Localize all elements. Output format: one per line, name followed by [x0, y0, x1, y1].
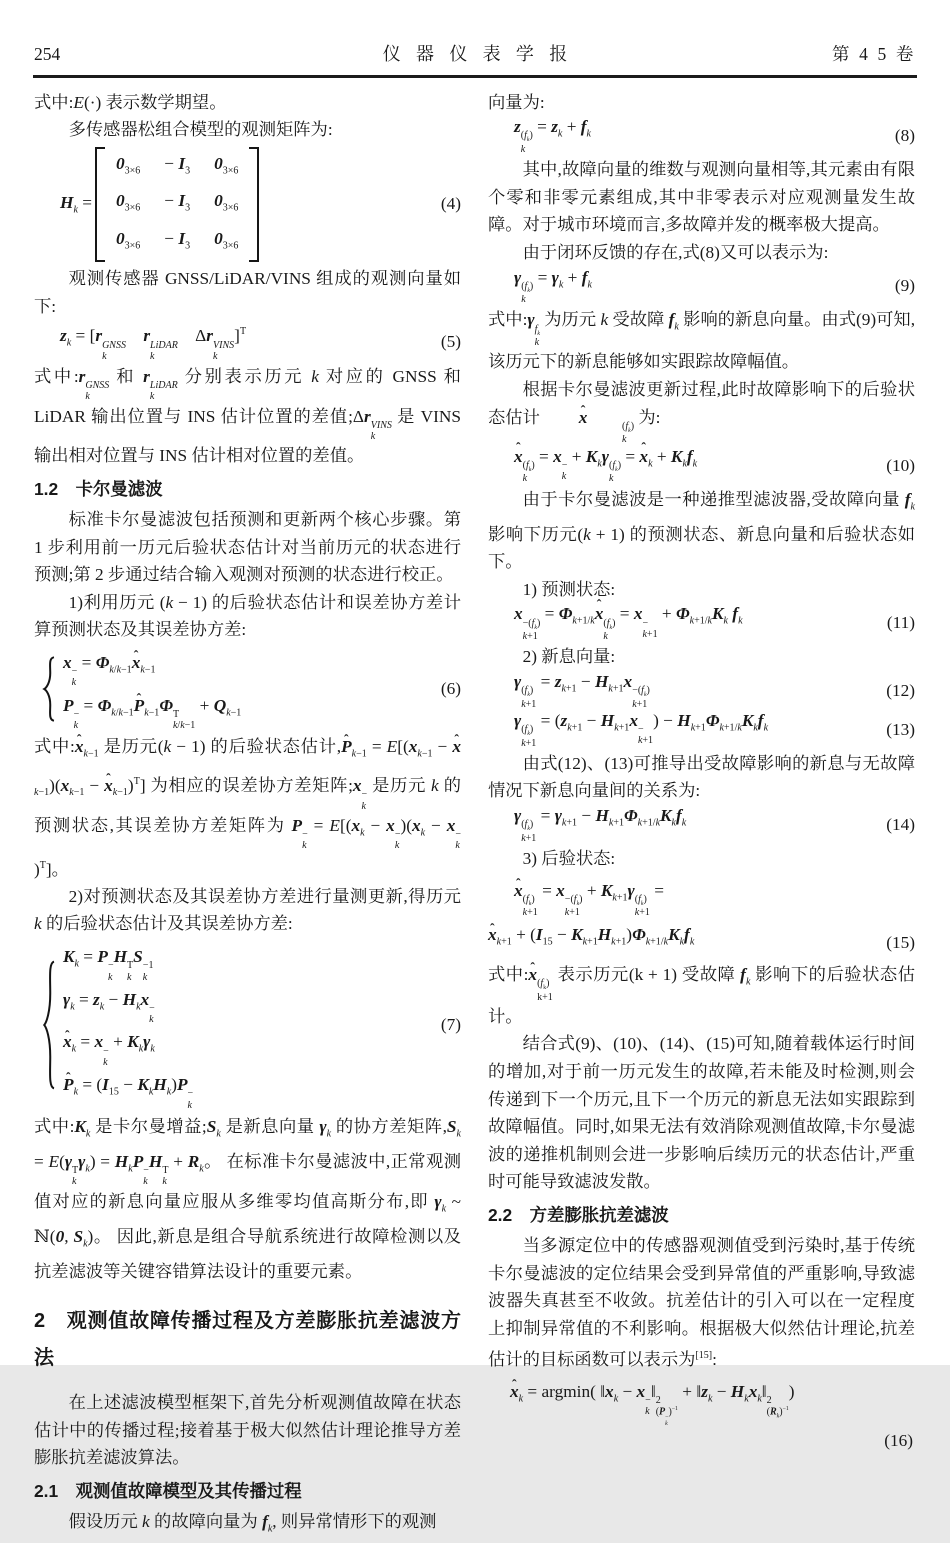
equation-body: z $(f_k)$ k = $z_k + f_k$: [514, 117, 591, 155]
equation-number: (11): [886, 613, 915, 633]
equation: [34, 321, 461, 362]
equation-number: (6): [440, 678, 461, 698]
body-paragraph: 由于卡尔曼滤波是一种递推型滤波器,受故障向量 $f_k$ 影响下历元(k + 1) 的预测状态、新息向量和后验状态如下。: [488, 489, 915, 572]
body-paragraph: 向量为:: [488, 92, 545, 112]
body-paragraph: 1) 预测状态:: [522, 579, 616, 599]
equation: [488, 711, 915, 749]
volume-label: 第 4 5 卷: [832, 44, 916, 64]
page-header: [0, 0, 950, 75]
equation-number: (5): [440, 331, 461, 351]
body-paragraph: 结合式(9)、(10)、(14)、(15)可知,随着载体运行时间的增加,对于前一历元发生的故障,若未能及时检测,则会传递到下一个历元,且下一个历元的新息无法如实跟踪到故障幅值。同时,如果无法有效消除观测值故障,卡尔曼滤波的递推机制则会进一步影响后续历元的状态估计,严重时可能导致滤波发散。: [488, 1034, 915, 1192]
two-column-body: [0, 78, 950, 1543]
matrix-equation: [34, 147, 461, 262]
equation-number: (7): [440, 1015, 461, 1035]
body-paragraph: 1)利用历元 (k − 1) 的后验状态估计和误差协方差计算预测状态及其误差协方差:: [34, 592, 461, 640]
matrix-left-bracket: [95, 147, 105, 262]
cases-equation: [34, 646, 461, 731]
matrix-cell: $0_{3\times 6}$: [214, 191, 239, 214]
subsection-heading: 1.2 卡尔曼滤波: [34, 478, 163, 499]
equation-number: (15): [886, 932, 915, 952]
equation: [488, 1376, 915, 1454]
equation-number: (4): [440, 194, 461, 214]
equation: [488, 447, 915, 485]
matrix-cell: $0_{3\times 6}$: [115, 228, 141, 252]
body-paragraph: 式中:x ˆ$_{k-1}$ 是历元(k − 1) 的后验状态估计,P ˆ$_{k-1}$ = $E[(x_{k-1} - x$ $ˆ_{k-1})(x_{k-1} - x$ ˆ$_{k-1}$)$^T$] 为相应的误差协方差矩阵;x − k 是历元 k 的预测状态,其误差协方差矩阵为 P − k = $E[(x_k - x$ − k )($x_k - x$ − k )$^T$]。: [34, 733, 461, 883]
body-paragraph: 其中,故障向量的维数与观测向量相等,其元素由有限个零和非零元素组成,其中非零表示对应观测量发生故障。对于城市环境而言,多故障并发的概率极大提高。: [488, 160, 915, 235]
equation-body: γ $(f_k)$ k+1 = ($z_{k+1} - H_{k+1}x$ − k+1 ) − $H_{k+1}\Phi_{k+1/k}K_kf_k$: [514, 710, 769, 749]
equation-number: (8): [894, 126, 915, 146]
body-paragraph: 式中:E(·) 表示数学期望。: [34, 92, 227, 112]
matrix-cell: − $I_3$: [164, 153, 191, 177]
body-paragraph: 根据卡尔曼滤波更新过程,此时故障影响下的后验状态估计 x ˆ $(f_k)$ k 为:: [488, 376, 915, 446]
matrix-cell: $0_{3\times 6}$: [214, 153, 239, 177]
page-number: 254: [34, 44, 61, 64]
cases-lines: [63, 940, 193, 1111]
matrix-lhs: $H_k$ =: [60, 193, 92, 216]
body-paragraph: 式中:γ $f_k$ k 为历元 k 受故障 $f_k$ 影响的新息向量。由式(9)可知,该历元下的新息能够如实跟踪故障幅值。: [488, 310, 916, 372]
body-paragraph: 在上述滤波模型框架下,首先分析观测值故障在状态估计中的传播过程;接着基于极大似然估计理论推导方差膨胀抗差滤波算法。: [34, 1393, 461, 1468]
left-brace-glyph: [42, 656, 57, 722]
equation: [488, 117, 915, 155]
body-paragraph: 式中:x ˆ $(f_k)$ k+1 表示历元(k + 1) 受故障 $f_k$ 影响下的后验状态估计。: [488, 961, 915, 1031]
equation-line: x ˆ$_{k+1}$ + $(I_{15} - K_{k+1}H_{k+1})\Phi_{k+1/k}K_kf_k$: [488, 918, 880, 959]
equation-line: x ˆ$_k$ = x − k + $K_k\gamma_k$: [63, 1025, 193, 1068]
equation-body: x ˆ $(f_k)$ k = x − k + $K_k\gamma$ $(f_k)$ k = x ˆ$_k$ + $K_kf_k$: [488, 447, 697, 485]
left-brace-glyph: [42, 959, 57, 1091]
left-column: [34, 89, 461, 1543]
equation-line: $K_k = P$ − k H T k S −1 k: [63, 947, 154, 983]
equation-body: x ˆ$_k$ = argmin( $‖x_k - x$ − k ‖ 2 (P − k )$^{-1}$ + $‖z_k$ − $H_kx_k‖$ 2 $(R_k)^{-1}$ ): [488, 1376, 915, 1427]
matrix-grid: [105, 147, 249, 262]
equation-number: (10): [886, 455, 915, 475]
equation-body: $z_k = [r$ GNSS k r LiDAR k Δr VINS k ]$^T$: [60, 326, 247, 362]
equation-number: (12): [886, 680, 915, 700]
equation: [488, 604, 915, 642]
section-heading: 2 观测值故障传播过程及方差膨胀抗差滤波方法: [34, 1310, 461, 1369]
equation: [488, 268, 915, 306]
equation-line: P − k = $\Phi_{k/k-1}P$ ˆ$_{k-1}$Φ T k/k−1 + $Q_{k-1}$: [63, 689, 241, 732]
body-paragraph: 式中$:K_k$ 是卡尔曼增益$;S_k$ 是新息向量 $\gamma_k$ 的协方差矩阵$,S_k = E(\gamma$ T k $\gamma_k) = H_kP$ − k H T k + $R_k$。 在标准卡尔曼滤波中,正常观测值对应的新息向量应服从多维零均值高斯分布,即 $\gamma_k$ ~ ℕ(0, $S_k$)。 因此,新息是组合导航系统进行故障检测以及抗差滤波等关键容错算法设计的重要元素。: [34, 1116, 462, 1281]
equation-body: [488, 874, 880, 960]
body-paragraph: 由于闭环反馈的存在,式(8)又可以表示为:: [522, 242, 829, 262]
equation-line: P ˆ$_k$ = $(I_{15} - K_kH_k)P$ − k: [63, 1068, 193, 1111]
body-paragraph: 3) 后验状态:: [522, 848, 616, 868]
equation-line: x ˆ $(f_k)$ k+1 = x $-(f_k)$ k+1 + $K_{k+1}\gamma$ $(f_k)$ k+1 =: [488, 874, 880, 919]
equation: [488, 672, 915, 710]
body-paragraph: 2) 新息向量:: [522, 647, 616, 667]
body-paragraph: 由式(12)、(13)可推导出受故障影响的新息与无故障情况下新息向量间的关系为:: [488, 753, 915, 801]
equation-number: (16): [884, 1431, 913, 1451]
equation-number: (14): [886, 814, 915, 834]
equation-number-row: [488, 1427, 915, 1454]
matrix-cell: $0_{3\times 6}$: [214, 228, 239, 252]
equation-body: x $-(f_k)$ k+1 = $\Phi_{k+1/k}x$ ˆ $(f_k)$ k = x − k+1 + $\Phi_{k+1/k}K_k$ $f_k$: [488, 604, 743, 642]
body-paragraph: 观测传感器 GNSS/LiDAR/VINS 组成的观测向量如下:: [34, 269, 461, 316]
equation: [488, 874, 915, 960]
cases-equation: [34, 940, 461, 1111]
equation-number: (13): [886, 719, 915, 739]
cases-lines: [63, 646, 241, 731]
matrix-cell: $0_{3\times 6}$: [115, 191, 141, 214]
body-paragraph: 式中:r GNSS k 和 r LiDAR k 分别表示历元 k 对应的 GNSS 和 LiDAR 输出位置与 INS 估计位置的差值;Δr VINS k 是 VINS 输出相对位置与 INS 估计相对位置的差值。: [34, 367, 461, 466]
body-paragraph: 标准卡尔曼滤波包括预测和更新两个核心步骤。第 1 步利用前一历元后验状态估计对当前历元的状态进行预测;第 2 步通过结合输入观测对预测的状态进行校正。: [34, 509, 461, 585]
equation: [488, 806, 915, 844]
body-paragraph: 2)对预测状态及其误差协方差进行量测更新,得历元 k 的后验状态估计及其误差协方差:: [34, 886, 461, 934]
body-paragraph: 多传感器松组合模型的观测矩阵为:: [68, 120, 333, 140]
equation-line: $\gamma_k = z_k - H_kx$ − k: [63, 989, 155, 1026]
body-paragraph: 当多源定位中的传感器观测值受到污染时,基于传统卡尔曼滤波的定位结果会受到异常值的严重影响,导致滤波器失真甚至不收敛。抗差估计的引入可以在一定程度上抑制异常值的不利影响。根据极大似然估计理论,抗差估计的目标函数可以表示为[15]:: [488, 1236, 915, 1370]
journal-title: 仪器仪表学报: [382, 44, 583, 64]
equation-body: γ $(f_k)$ k+1 = $z_{k+1} - H_{k+1}x$ $-(f_k)$ k+1: [514, 671, 650, 710]
matrix-cell: $0_{3\times 6}$: [115, 153, 141, 177]
subsection-heading: 2.1 观测值故障模型及其传播过程: [34, 1481, 302, 1502]
matrix-right-bracket: [249, 147, 259, 262]
subsection-heading: 2.2 方差膨胀抗差滤波: [488, 1205, 669, 1226]
matrix-cell: − $I_3$: [164, 228, 191, 252]
equation-number: (9): [894, 276, 915, 296]
matrix: [95, 147, 259, 262]
matrix-cell: − $I_3$: [164, 191, 191, 214]
equation-body: γ $(f_k)$ k = $\gamma_k + f_k$: [514, 267, 592, 306]
equation-line: x − k = $\Phi_{k/k-1}x$ ˆ$_{k-1}$: [63, 646, 241, 689]
equation-body: γ $(f_k)$ k+1 = $\gamma_{k+1} - H_{k+1}\Phi_{k+1/k}K_kf_k$: [514, 805, 687, 844]
right-column: [488, 89, 915, 1543]
body-paragraph: 假设历元 k 的故障向量为 $f_k$, 则异常情形下的观测: [68, 1512, 437, 1535]
